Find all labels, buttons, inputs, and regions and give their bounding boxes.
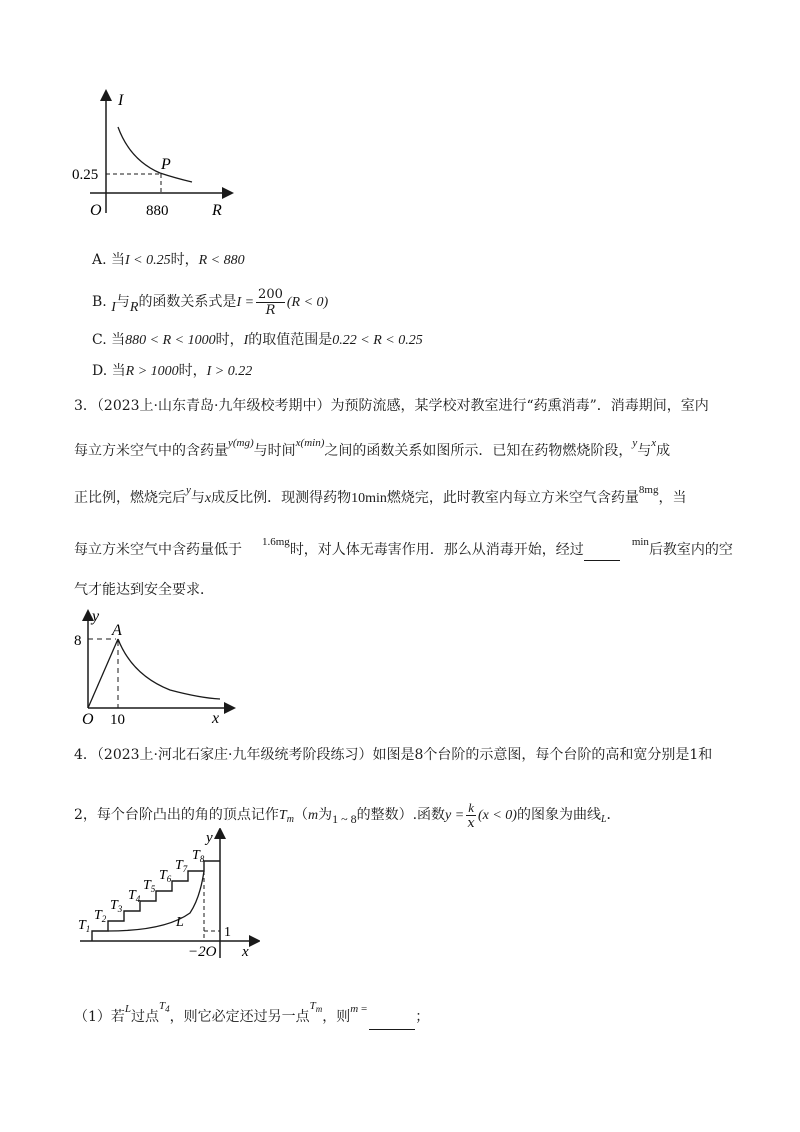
q3-line5: 气才能达到安全要求． — [74, 582, 214, 598]
option-c[interactable]: C. 当880 < R < 1000时，I的取值范围是0.22 < R < 0.25 — [92, 332, 423, 348]
y-axis-label: I — [118, 92, 124, 109]
y-axis-label: y — [92, 608, 100, 625]
one-label: 1 — [224, 925, 231, 940]
x-axis-label: R — [212, 202, 222, 219]
graph-drug-concentration — [70, 605, 240, 730]
point-label: A — [112, 622, 122, 639]
inverse-curve — [118, 639, 220, 699]
y-axis-label: y — [206, 830, 213, 846]
step-label-8: $T_8$ — [192, 848, 205, 864]
question-source: （2023上·山东青岛·九年级校考期中） — [96, 398, 331, 414]
question-number: 4． — [74, 747, 97, 763]
answer-blank[interactable] — [369, 1013, 415, 1030]
step-label-4: $T_4$ — [128, 888, 141, 904]
q3-line4: 每立方米空气中含药量低于 $^{1.6mg}$时，对人体无毒害作用．那么从消毒开始，经过 $^{min}$后教室内的空 — [74, 540, 733, 561]
y-tick-label: 8 — [74, 633, 82, 649]
step-label-6: $T_6$ — [159, 868, 172, 884]
q4-line1: 4．（2023上·河北石家庄·九年级统考阶段练习）如图是8个台阶的示意图，每个台阶的高和宽分别是1和 — [74, 747, 713, 763]
option-d[interactable]: D. 当R > 1000时，I > 0.22 — [92, 363, 253, 379]
answer-blank[interactable] — [584, 544, 620, 561]
graph-staircase — [70, 828, 260, 968]
step-label-2: $T_2$ — [94, 908, 107, 924]
point-label: P — [161, 156, 171, 173]
q3-line2: 每立方米空气中的含药量$^{y(mg)}$与时间$^{x(min)}$之间的函数关系如图所示．已知在药物燃烧阶段，$^y$与$^x$成 — [74, 437, 671, 459]
step-label-3: $T_3$ — [110, 898, 123, 914]
step-label-5: $T_5$ — [143, 878, 156, 894]
option-a[interactable]: A. 当I < 0.25时，R < 880 — [92, 252, 245, 268]
origin-label: −2O — [188, 944, 217, 960]
graph-current-resistance — [60, 85, 240, 225]
x-tick-label: 880 — [146, 203, 169, 219]
q4-line2: 2，每个台阶凸出的角的顶点记作$T_m(m$为1 ~ 8的整数）.函数y = $\frac{k}{x}$ (x < 0)的图象为曲线$_L$． — [74, 799, 621, 831]
step-label-1: $T_1$ — [78, 918, 91, 934]
curve-label: L — [176, 915, 184, 930]
q4-sub1: （1）若$^L$过点$^{T4}$，则它必定还过另一点$^{Tm}$，则$^m$ = ； — [74, 1005, 429, 1029]
question-source: （2023上·河北石家庄·九年级统考阶段练习） — [96, 747, 373, 763]
x-tick-label: 10 — [110, 712, 125, 728]
x-axis-label: x — [212, 710, 220, 727]
option-b[interactable]: B. I与R的函数关系式是I = $\frac{200}{R}$ (R < 0) — [92, 286, 329, 318]
step-labels — [78, 848, 205, 934]
origin-label: O — [90, 202, 102, 219]
origin-label: O — [82, 711, 94, 728]
q3-line3: 正比例，燃烧完后$^y$与x成反比例．现测得药物10min燃烧完，此时教室内每立方米空气含药量$^{8mg}$，当 — [74, 484, 687, 506]
y-tick-label: 0.25 — [72, 167, 99, 183]
step-label-7: $T_7$ — [175, 858, 188, 874]
x-axis-label: x — [242, 944, 249, 960]
question-number: 3． — [74, 398, 97, 414]
linear-segment — [88, 639, 118, 708]
q3-line1: 3．（2023上·山东青岛·九年级校考期中）为预防流感，某学校对教室进行“药熏消毒”．消毒期间，室内 — [74, 398, 709, 414]
